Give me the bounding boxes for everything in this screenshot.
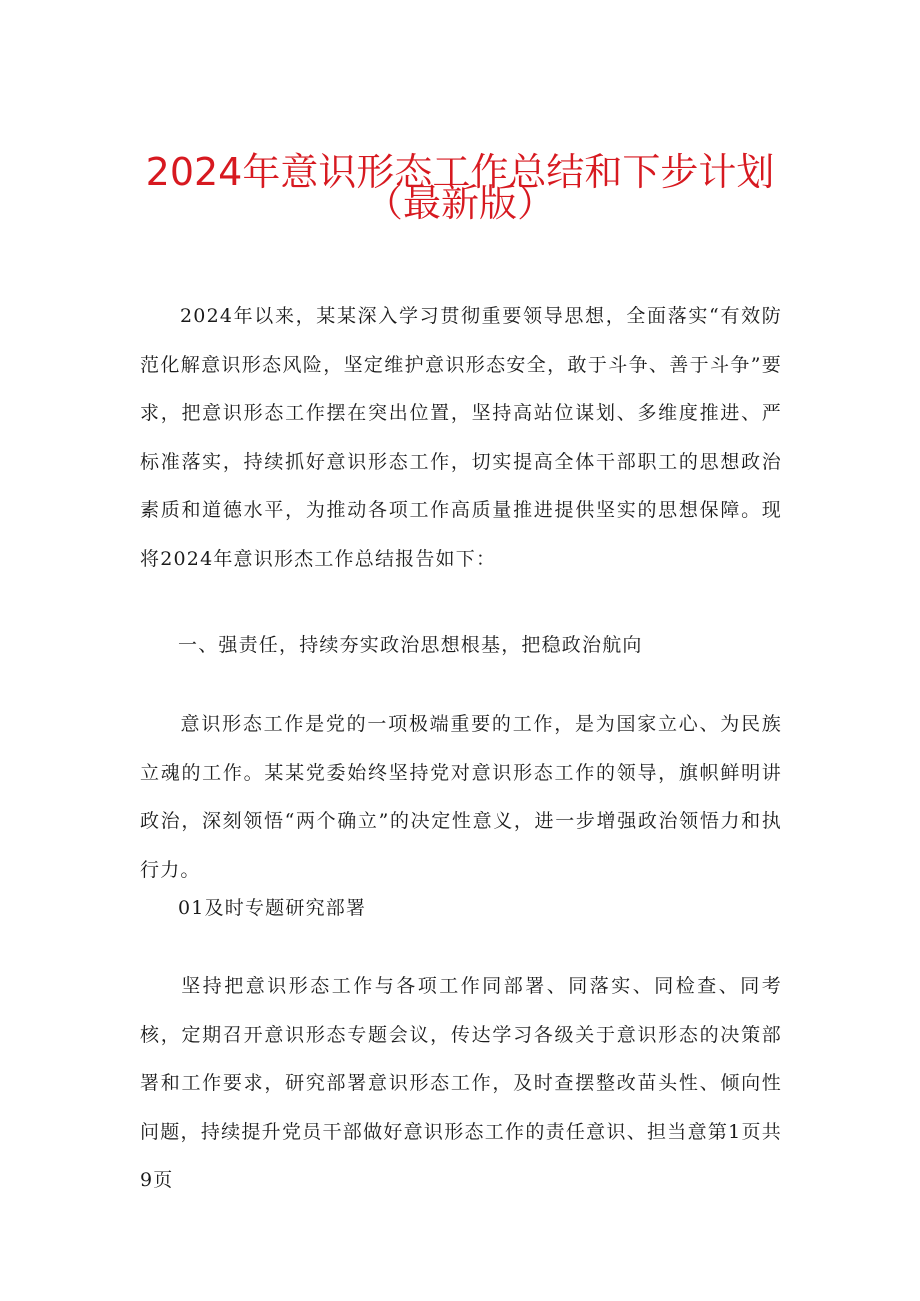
subsection-1-text: 坚持把意识形态工作与各项工作同部署、同落实、同检查、同考核，定期召开意识形态专题会议，传达学习各级关于意识形态的决策部署和工作要求，研究部署意识形态工作，及时查摆整改苗头性、倾向性问题，持续提升党员干部做好意识形态工作的责任意识、担当意第1页共9页 bbox=[140, 975, 782, 1191]
intro-paragraph bbox=[140, 292, 782, 583]
intro-text: 2024年以来，某某深入学习贯彻重要领导思想，全面落实“有效防范化解意识形态风险，坚定维护意识形态安全，敢于斗争、善于斗争”要求，把意识形态工作摆在突出位置，坚持高站位谋划、多维度推进、严标准落实，持续抓好意识形态工作，切实提高全体干部职工的思想政治素质和道德水平，为推动各项工作高质量推进提供坚实的思想保障。现将2024年意识形杰工作总结报告如下： bbox=[140, 305, 782, 570]
document-title: 2024年意识形态工作总结和下步计划 bbox=[145, 150, 775, 194]
subsection-1-heading: 01及时专题研究部署 bbox=[178, 897, 367, 919]
section-1-text: 意识形态工作是党的一项极端重要的工作，是为国家立心、为民族立魂的工作。某某党委始终坚持党对意识形态工作的领导，旗帜鲜明讲政治，深刻领悟“两个确立”的决定性意义，进一步增强政治领悟力和执行力。 bbox=[140, 713, 782, 881]
section-1-heading: 一、强责任，持续夯实政治思想根基，把稳政治航向 bbox=[178, 634, 643, 656]
document-subtitle: （最新版） bbox=[364, 181, 555, 225]
section-1-paragraph bbox=[140, 700, 782, 894]
subsection-1-paragraph bbox=[140, 962, 782, 1205]
